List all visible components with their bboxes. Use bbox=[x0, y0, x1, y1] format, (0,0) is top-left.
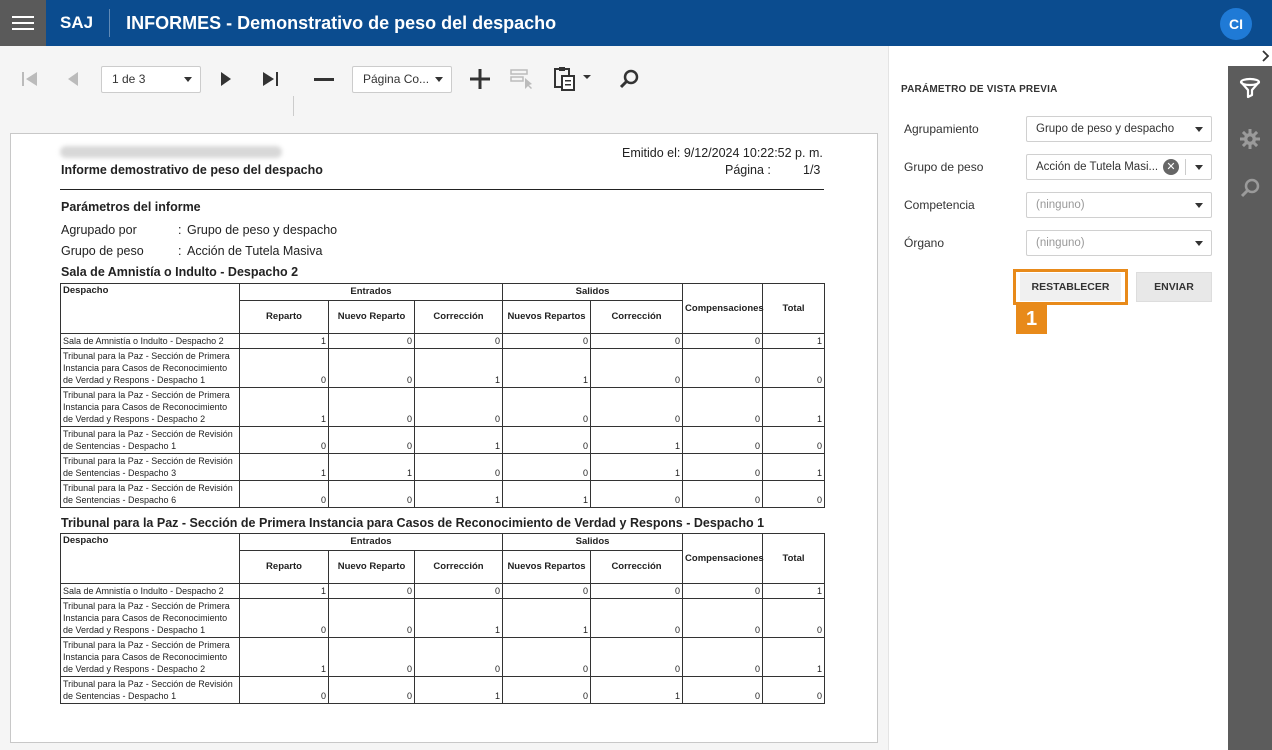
despacho-cell bbox=[61, 481, 240, 508]
value-cell: 1 bbox=[503, 599, 591, 638]
field-label-organo: Órgano bbox=[904, 236, 945, 250]
filter-icon[interactable] bbox=[1228, 66, 1272, 110]
despacho-name-line: de Verdad y Respons - Despacho 2 bbox=[63, 414, 206, 424]
despacho-name-line: Tribunal para la Paz - Sección de Primera bbox=[63, 351, 230, 361]
despacho-cell bbox=[61, 454, 240, 481]
despacho-cell bbox=[61, 349, 240, 388]
competencia-select[interactable] bbox=[1026, 192, 1212, 218]
value-cell: 0 bbox=[329, 599, 415, 638]
value-cell: 0 bbox=[415, 388, 503, 427]
col-header-nuevos-repartos: Nuevos Repartos bbox=[503, 551, 591, 584]
zoom-out-icon[interactable] bbox=[310, 65, 338, 93]
report-title: Informe demostrativo de peso del despacho bbox=[61, 163, 323, 177]
table-row bbox=[61, 349, 825, 388]
value-cell: 1 bbox=[415, 349, 503, 388]
table-row bbox=[61, 677, 825, 704]
despacho-name-line: de Verdad y Respons - Despacho 1 bbox=[63, 625, 206, 635]
prev-page-icon[interactable] bbox=[59, 65, 87, 93]
value-cell: 1 bbox=[415, 427, 503, 454]
avatar[interactable]: CI bbox=[1220, 8, 1252, 40]
chevron-down-icon bbox=[1195, 127, 1203, 132]
report-table bbox=[60, 533, 825, 704]
value-cell: 0 bbox=[415, 584, 503, 599]
value-cell: 1 bbox=[591, 677, 683, 704]
despacho-name-line: de Verdad y Respons - Despacho 1 bbox=[63, 375, 206, 385]
value-cell: 0 bbox=[591, 388, 683, 427]
grupo-peso-value: Acción de Tutela Masi... bbox=[1036, 161, 1159, 173]
toolbar-divider bbox=[293, 96, 294, 116]
value-cell: 0 bbox=[591, 334, 683, 349]
send-button[interactable]: ENVIAR bbox=[1136, 272, 1212, 302]
value-cell: 0 bbox=[591, 638, 683, 677]
zoom-select[interactable] bbox=[352, 66, 452, 93]
step-badge: 1 bbox=[1016, 305, 1047, 334]
value-cell: 0 bbox=[683, 334, 763, 349]
value-cell: 0 bbox=[503, 388, 591, 427]
despacho-name-line: Tribunal para la Paz - Sección de Revisión bbox=[63, 483, 233, 493]
col-header-nuevo-reparto: Nuevo Reparto bbox=[329, 301, 415, 334]
chevron-down-icon bbox=[1195, 241, 1203, 246]
col-header-salidos: Salidos bbox=[503, 534, 683, 551]
col-header-salidos: Salidos bbox=[503, 284, 683, 301]
value-cell: 1 bbox=[240, 584, 329, 599]
agrupamiento-select[interactable] bbox=[1026, 116, 1212, 142]
despacho-name-line: de Sentencias - Despacho 6 bbox=[63, 495, 177, 505]
field-label-competencia: Competencia bbox=[904, 198, 975, 212]
value-cell: 1 bbox=[240, 638, 329, 677]
value-cell: 0 bbox=[503, 584, 591, 599]
col-header-nuevo-reparto: Nuevo Reparto bbox=[329, 551, 415, 584]
value-cell: 0 bbox=[683, 349, 763, 388]
zoom-select-value: Página Co... bbox=[363, 72, 430, 86]
col-header-correccion: Corrección bbox=[415, 301, 503, 334]
value-cell: 1 bbox=[591, 454, 683, 481]
reset-button-label: RESTABLECER bbox=[1020, 273, 1122, 301]
value-cell: 0 bbox=[329, 638, 415, 677]
next-page-icon[interactable] bbox=[212, 65, 240, 93]
value-cell: 0 bbox=[763, 599, 825, 638]
value-cell: 0 bbox=[763, 677, 825, 704]
table-row bbox=[61, 427, 825, 454]
table-row bbox=[61, 388, 825, 427]
col-header-compensaciones: Compensaciones bbox=[683, 534, 763, 584]
agrupamiento-value: Grupo de peso y despacho bbox=[1036, 123, 1175, 135]
value-cell: 0 bbox=[763, 349, 825, 388]
section-title: Sala de Amnistía o Indulto - Despacho 2 bbox=[61, 265, 299, 279]
zoom-in-icon[interactable] bbox=[466, 65, 494, 93]
despacho-name-line: Sala de Amnistía o Indulto - Despacho 2 bbox=[63, 336, 224, 346]
value-cell: 0 bbox=[329, 677, 415, 704]
table-row bbox=[61, 584, 825, 599]
last-page-icon[interactable] bbox=[256, 65, 284, 93]
despacho-name-line: de Verdad y Respons - Despacho 2 bbox=[63, 664, 206, 674]
report-pagina-label: Página : bbox=[725, 163, 771, 177]
chevron-right-icon[interactable] bbox=[1258, 48, 1272, 64]
col-header-nuevos-repartos: Nuevos Repartos bbox=[503, 301, 591, 334]
value-cell: 0 bbox=[591, 599, 683, 638]
despacho-name-line: Instancia para Casos de Reconocimiento bbox=[63, 613, 228, 623]
page-select-value: 1 de 3 bbox=[112, 72, 146, 86]
chevron-down-icon bbox=[1195, 165, 1203, 170]
col-header-despacho: Despacho bbox=[61, 284, 240, 334]
grupo-peso-select[interactable] bbox=[1026, 154, 1212, 180]
value-cell: 0 bbox=[503, 454, 591, 481]
value-cell: 0 bbox=[683, 388, 763, 427]
despacho-cell bbox=[61, 599, 240, 638]
organo-select[interactable] bbox=[1026, 230, 1212, 256]
value-cell: 0 bbox=[683, 584, 763, 599]
param-colon: : bbox=[178, 244, 182, 258]
despacho-cell bbox=[61, 677, 240, 704]
col-header-correccion: Corrección bbox=[415, 551, 503, 584]
param-colon: : bbox=[178, 223, 182, 237]
value-cell: 0 bbox=[329, 388, 415, 427]
col-header-despacho: Despacho bbox=[61, 534, 240, 584]
value-cell: 1 bbox=[415, 677, 503, 704]
value-cell: 0 bbox=[415, 334, 503, 349]
value-cell: 0 bbox=[763, 427, 825, 454]
value-cell: 0 bbox=[683, 638, 763, 677]
first-page-icon[interactable] bbox=[16, 65, 44, 93]
value-cell: 1 bbox=[415, 599, 503, 638]
value-cell: 1 bbox=[591, 427, 683, 454]
despacho-name-line: Tribunal para la Paz - Sección de Revisión bbox=[63, 429, 233, 439]
despacho-name-line: de Sentencias - Despacho 1 bbox=[63, 441, 177, 451]
select-divider bbox=[1185, 159, 1186, 175]
value-cell: 1 bbox=[415, 481, 503, 508]
blurred-header-text bbox=[60, 146, 282, 158]
despacho-cell bbox=[61, 427, 240, 454]
value-cell: 0 bbox=[329, 334, 415, 349]
col-header-compensaciones: Compensaciones bbox=[683, 284, 763, 334]
search-icon[interactable] bbox=[1228, 166, 1272, 210]
value-cell: 1 bbox=[240, 454, 329, 481]
report-table bbox=[60, 283, 825, 508]
value-cell: 1 bbox=[240, 334, 329, 349]
page-title: INFORMES - Demonstrativo de peso del despacho bbox=[126, 12, 557, 33]
table-body bbox=[61, 334, 825, 508]
value-cell: 0 bbox=[503, 427, 591, 454]
value-cell: 1 bbox=[763, 334, 825, 349]
value-cell: 0 bbox=[329, 427, 415, 454]
value-cell: 0 bbox=[329, 481, 415, 508]
value-cell: 0 bbox=[415, 454, 503, 481]
value-cell: 0 bbox=[683, 454, 763, 481]
value-cell: 0 bbox=[329, 349, 415, 388]
col-header-total: Total bbox=[763, 284, 825, 334]
value-cell: 0 bbox=[240, 349, 329, 388]
table-row bbox=[61, 481, 825, 508]
despacho-cell bbox=[61, 584, 240, 599]
value-cell: 1 bbox=[763, 388, 825, 427]
col-header-correccion-salidos: Corrección bbox=[591, 551, 683, 584]
panel-title: PARÁMETRO DE VISTA PREVIA bbox=[901, 84, 1058, 95]
despacho-name-line: de Sentencias - Despacho 3 bbox=[63, 468, 177, 478]
col-header-entrados: Entrados bbox=[240, 284, 503, 301]
despacho-cell bbox=[61, 334, 240, 349]
value-cell: 0 bbox=[591, 481, 683, 508]
despacho-name-line: Tribunal para la Paz - Sección de Primera bbox=[63, 390, 230, 400]
col-header-correccion-salidos: Corrección bbox=[591, 301, 683, 334]
param-label: Grupo de peso bbox=[61, 244, 144, 258]
despacho-name-line: Instancia para Casos de Reconocimiento bbox=[63, 652, 228, 662]
report-emitido: Emitido el: 9/12/2024 10:22:52 p. m. bbox=[622, 146, 823, 160]
param-value: Grupo de peso y despacho bbox=[187, 223, 338, 237]
section-title: Tribunal para la Paz - Sección de Primera Instancia para Casos de Reconocimiento de Verdad y Respons - Despacho 1 bbox=[61, 516, 765, 530]
right-sidebar bbox=[1228, 66, 1272, 750]
chevron-down-icon bbox=[1195, 203, 1203, 208]
report-pagina-value: 1/3 bbox=[803, 163, 821, 177]
value-cell: 0 bbox=[240, 677, 329, 704]
app-header bbox=[0, 0, 1272, 46]
value-cell: 0 bbox=[591, 584, 683, 599]
params-title: Parámetros del informe bbox=[61, 200, 201, 214]
param-label: Agrupado por bbox=[61, 223, 137, 237]
value-cell: 0 bbox=[503, 334, 591, 349]
reset-button[interactable] bbox=[1013, 269, 1128, 305]
col-header-reparto: Reparto bbox=[240, 551, 329, 584]
report-toolbar bbox=[0, 46, 888, 124]
table-row bbox=[61, 454, 825, 481]
despacho-name-line: Tribunal para la Paz - Sección de Primera bbox=[63, 640, 230, 650]
table-row bbox=[61, 334, 825, 349]
value-cell: 0 bbox=[503, 677, 591, 704]
despacho-name-line: Tribunal para la Paz - Sección de Revisión bbox=[63, 456, 233, 466]
value-cell: 0 bbox=[240, 481, 329, 508]
despacho-name-line: de Sentencias - Despacho 1 bbox=[63, 691, 177, 701]
brand-logo[interactable]: SAJ bbox=[60, 9, 110, 37]
despacho-name-line: Tribunal para la Paz - Sección de Revisión bbox=[63, 679, 233, 689]
value-cell: 0 bbox=[683, 427, 763, 454]
table-row bbox=[61, 599, 825, 638]
report-divider bbox=[60, 189, 824, 190]
despacho-name-line: Sala de Amnistía o Indulto - Despacho 2 bbox=[63, 586, 224, 596]
col-header-total: Total bbox=[763, 534, 825, 584]
value-cell: 0 bbox=[240, 427, 329, 454]
value-cell: 0 bbox=[763, 481, 825, 508]
value-cell: 1 bbox=[240, 388, 329, 427]
value-cell: 0 bbox=[591, 349, 683, 388]
col-header-reparto: Reparto bbox=[240, 301, 329, 334]
export-icon[interactable] bbox=[553, 65, 593, 93]
field-label-grupo-peso: Grupo de peso bbox=[904, 160, 984, 174]
page-select[interactable] bbox=[101, 66, 201, 93]
clear-icon[interactable]: ✕ bbox=[1163, 159, 1179, 175]
value-cell: 0 bbox=[415, 638, 503, 677]
value-cell: 1 bbox=[329, 454, 415, 481]
table-body bbox=[61, 584, 825, 704]
preview-parameters-panel bbox=[888, 46, 1228, 750]
value-cell: 0 bbox=[683, 481, 763, 508]
value-cell: 0 bbox=[503, 638, 591, 677]
value-cell: 1 bbox=[503, 481, 591, 508]
competencia-value: (ninguno) bbox=[1036, 199, 1085, 211]
table-row bbox=[61, 638, 825, 677]
value-cell: 1 bbox=[763, 584, 825, 599]
menu-icon[interactable] bbox=[0, 0, 46, 46]
field-label-agrupamiento: Agrupamiento bbox=[904, 122, 979, 136]
chevron-down-icon bbox=[435, 77, 443, 82]
value-cell: 1 bbox=[763, 454, 825, 481]
organo-value: (ninguno) bbox=[1036, 237, 1085, 249]
chevron-down-icon bbox=[184, 77, 192, 82]
despacho-name-line: Instancia para Casos de Reconocimiento bbox=[63, 363, 228, 373]
value-cell: 0 bbox=[329, 584, 415, 599]
despacho-cell bbox=[61, 388, 240, 427]
col-header-entrados: Entrados bbox=[240, 534, 503, 551]
select-tool-icon[interactable] bbox=[508, 65, 536, 93]
value-cell: 1 bbox=[763, 638, 825, 677]
value-cell: 0 bbox=[240, 599, 329, 638]
value-cell: 0 bbox=[683, 599, 763, 638]
search-icon[interactable] bbox=[615, 65, 643, 93]
value-cell: 0 bbox=[683, 677, 763, 704]
param-value: Acción de Tutela Masiva bbox=[187, 244, 323, 258]
despacho-cell bbox=[61, 638, 240, 677]
despacho-name-line: Tribunal para la Paz - Sección de Primera bbox=[63, 601, 230, 611]
settings-icon[interactable] bbox=[1228, 117, 1272, 161]
despacho-name-line: Instancia para Casos de Reconocimiento bbox=[63, 402, 228, 412]
value-cell: 1 bbox=[503, 349, 591, 388]
